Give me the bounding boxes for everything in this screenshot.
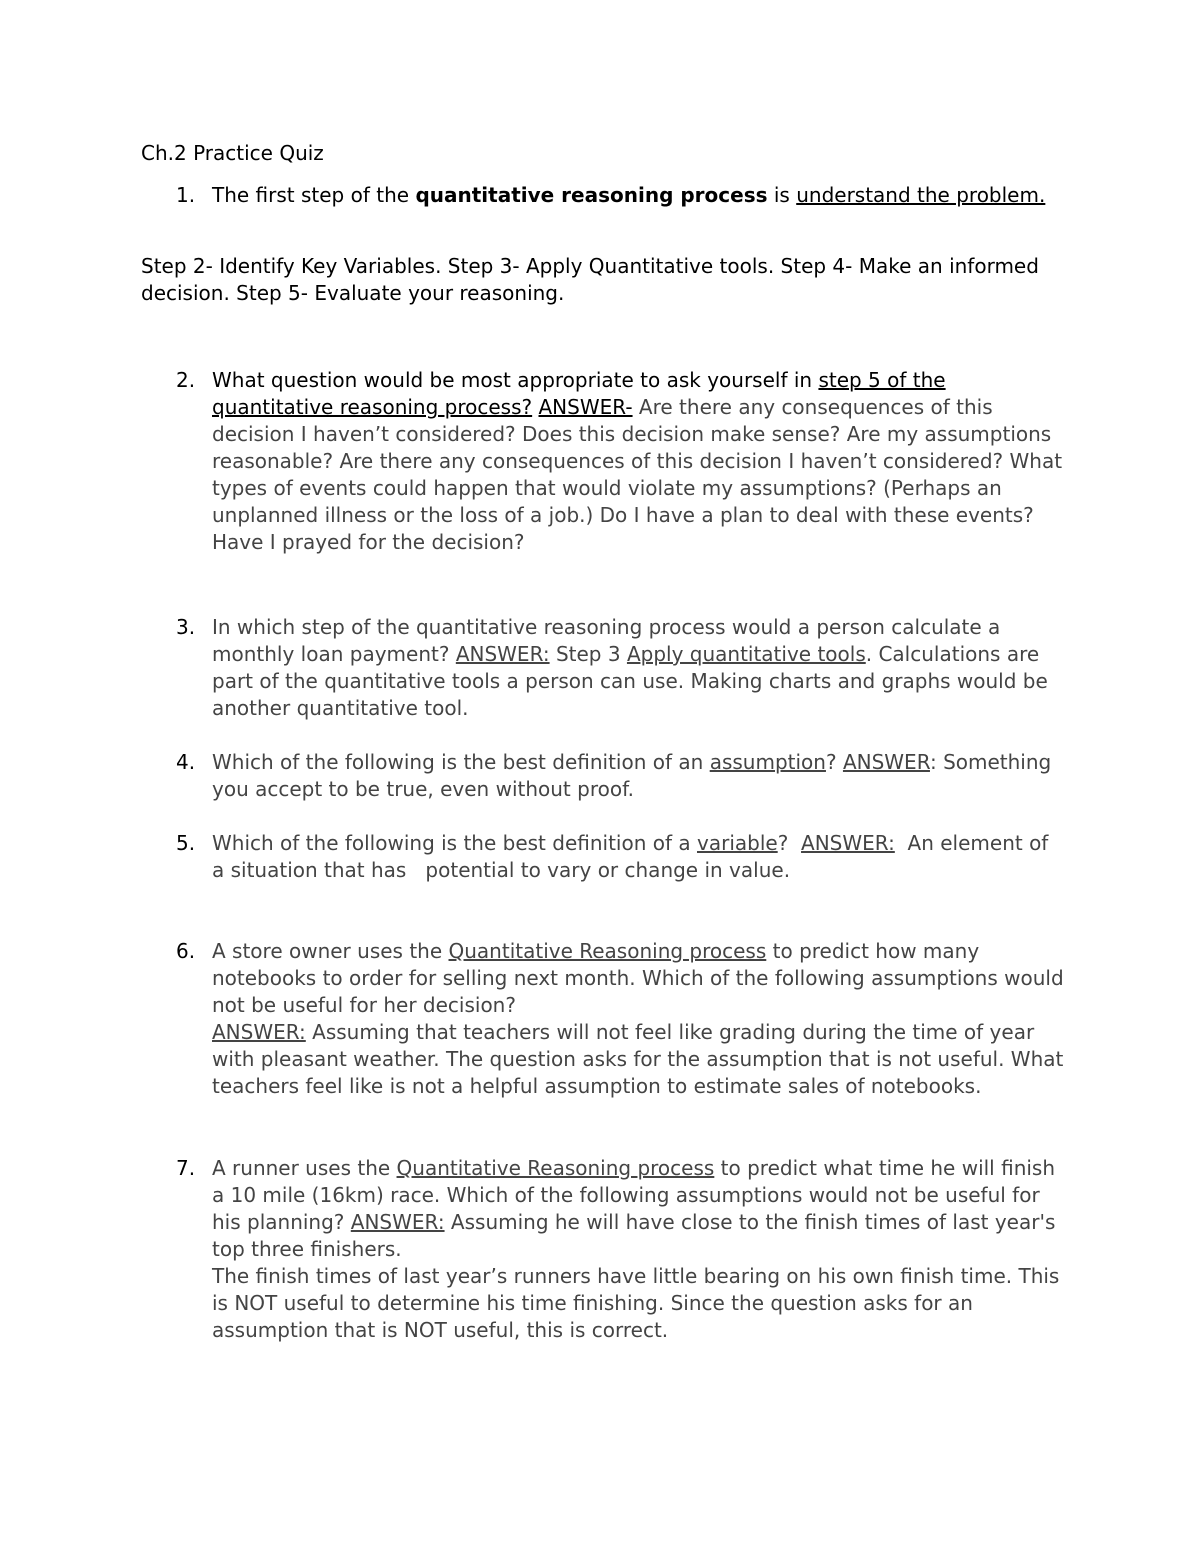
- answer-label: ANSWER-: [538, 395, 633, 419]
- answer-label: ANSWER: [842, 750, 930, 774]
- question-1: [176, 182, 1066, 209]
- steps-paragraph: Step 2- Identify Key Variables. Step 3- Apply Quantitative tools. Step 4- Make an informed decision. Step 5- Evaluate your reasoning.: [141, 254, 1039, 305]
- question-text: What question would be most appropriate to ask yourself in step 5 of the quantitative reasoning process? ANSWER- Are there any consequences of this decision I haven’t considered? Does this decision make sense? Are my assumptions reasonable? Are there any consequences of this decision I haven’t considered? What types of events could happen that would violate my assumptions? (Perhaps an unplanned illness or the loss of a job.) Do I have a plan to deal with these events? Have I prayed for the decision?: [212, 368, 1063, 554]
- answer-label: ANSWER:: [350, 1210, 445, 1234]
- underlined-term: Quantitative Reasoning process: [448, 939, 767, 963]
- underlined-term: variable: [697, 831, 778, 855]
- underlined-term: step 5 of the quantitative reasoning process?: [212, 368, 946, 419]
- question-number: 6.: [176, 939, 196, 963]
- underlined-term: Quantitative Reasoning process: [396, 1156, 715, 1180]
- question-3: [176, 614, 1066, 722]
- key-term: quantitative reasoning process: [415, 183, 768, 207]
- question-text: The first step of the quantitative reasoning process is understand the problem.: [212, 183, 1046, 207]
- question-6: [176, 938, 1066, 1100]
- question-text: Which of the following is the best definition of an assumption? ANSWER: Something you accept to be true, even without proof.: [212, 750, 1052, 801]
- answer-block: ANSWER: Assuming that teachers will not feel like grading during the time of year with pleasant weather. The question asks for the assumption that is not useful. What teachers feel like is not a helpful assumption to estimate sales of notebooks.: [212, 1020, 1064, 1098]
- answer-label: ANSWER:: [801, 831, 895, 855]
- question-5: [176, 830, 1066, 884]
- question-text: A runner uses the Quantitative Reasoning process to predict what time he will finish a 10 mile (16km) race. Which of the following assumptions would not be useful for his planning? ANSWER: Assuming he will have close to the finish times of last year's top three finishers.: [212, 1156, 1056, 1261]
- answer-label: ANSWER:: [212, 1020, 306, 1044]
- underlined-answer: understand the problem.: [796, 183, 1046, 207]
- explanation-text: The finish times of last year’s runners have little bearing on his own finish time. This is NOT useful to determine his time finishing. Since the question asks for an assumption that is NOT useful, this is correct.: [212, 1264, 1060, 1342]
- question-number: 3.: [176, 615, 196, 639]
- underlined-term: assumption: [709, 750, 826, 774]
- answer-label: ANSWER:: [455, 642, 550, 666]
- underlined-term: Apply quantitative tools: [626, 642, 866, 666]
- question-7: [176, 1155, 1066, 1344]
- question-number: 5.: [176, 831, 196, 855]
- question-number: 1.: [176, 183, 196, 207]
- question-2: [176, 367, 1066, 556]
- page-title: Ch.2 Practice Quiz: [141, 141, 324, 165]
- question-text: A store owner uses the Quantitative Reasoning process to predict how many notebooks to order for selling next month. Which of the following assumptions would not be useful for her decision?: [212, 939, 1064, 1017]
- question-text: Which of the following is the best definition of a variable? ANSWER: An element of a situation that has potential to vary or change in value.: [212, 831, 1055, 882]
- question-number: 2.: [176, 368, 196, 392]
- question-4: [176, 749, 1066, 803]
- question-text: In which step of the quantitative reasoning process would a person calculate a monthly loan payment? ANSWER: Step 3 Apply quantitative tools. Calculations are part of the quantitative tools a person can use. Making charts and graphs would be another quantitative tool.: [212, 615, 1048, 720]
- question-number: 7.: [176, 1156, 196, 1180]
- answer-text: Are there any consequences of this decision I haven’t considered? Does this decision make sense? Are my assumptions reasonable? Are there any consequences of this decision I haven’t considered? What types of events could happen that would violate my assumptions? (Perhaps an unplanned illness or the loss of a job.) Do I have a plan to deal with these events? Have I prayed for the decision?: [212, 395, 1063, 554]
- question-number: 4.: [176, 750, 196, 774]
